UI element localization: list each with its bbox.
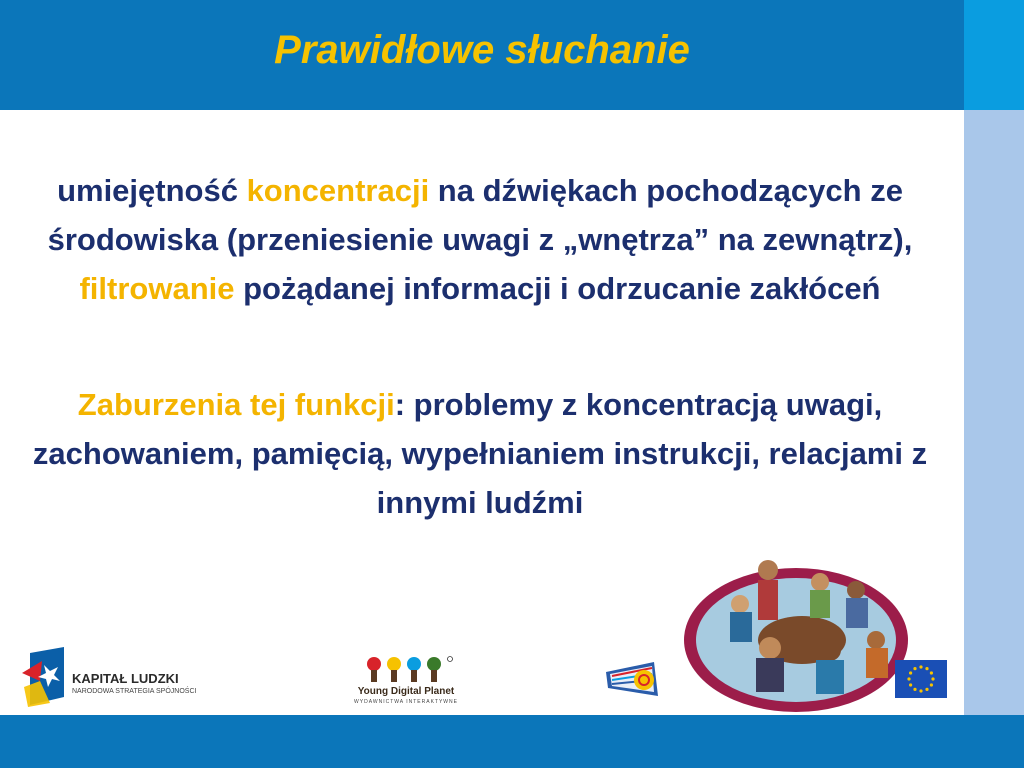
group-discussion-clipart-icon	[680, 548, 912, 716]
text-segment: : problemy z koncentracją uwagi, zachowaniem, pamięcią, wypełnianiem instrukcji, relacjami z innymi ludźmi	[32, 387, 928, 520]
paragraph-disorders	[30, 380, 930, 527]
kapital-ludzki-logo	[20, 647, 220, 709]
ydp-subtitle: WYDAWNICTWA INTERAKTYWNE	[354, 699, 458, 705]
text-segment: umiejętność	[57, 173, 247, 208]
footer-bar	[0, 715, 1024, 768]
ydp-name: Young Digital Planet	[357, 686, 455, 697]
header-accent	[964, 0, 1024, 110]
slide-title: Prawidłowe słuchanie	[274, 28, 690, 72]
text-segment: pożądanej informacji i odrzucanie zakłóceń	[234, 271, 881, 306]
eu-flag-icon	[895, 660, 947, 698]
paragraph-listening-skill	[30, 166, 930, 313]
young-digital-planet-logo-icon	[350, 654, 462, 684]
highlight-disorders: Zaburzenia tej funkcji	[77, 387, 395, 422]
highlight-concentration: koncentracji	[246, 173, 430, 208]
program-logo-icon	[604, 658, 660, 700]
text-segment: na dźwiękach pochodzących ze środowiska (przeniesienie uwagi z „wnętrza” na zewnątrz),	[47, 173, 913, 257]
kapital-ludzki-subtitle: NARODOWA STRATEGIA SPÓJNOŚCI	[72, 688, 197, 695]
kapital-ludzki-name: KAPITAŁ LUDZKI	[72, 671, 179, 686]
young-digital-planet-logo	[350, 654, 462, 710]
highlight-filtering: filtrowanie	[79, 271, 235, 306]
side-strip	[964, 110, 1024, 715]
kapital-ludzki-logo-icon	[20, 647, 66, 709]
